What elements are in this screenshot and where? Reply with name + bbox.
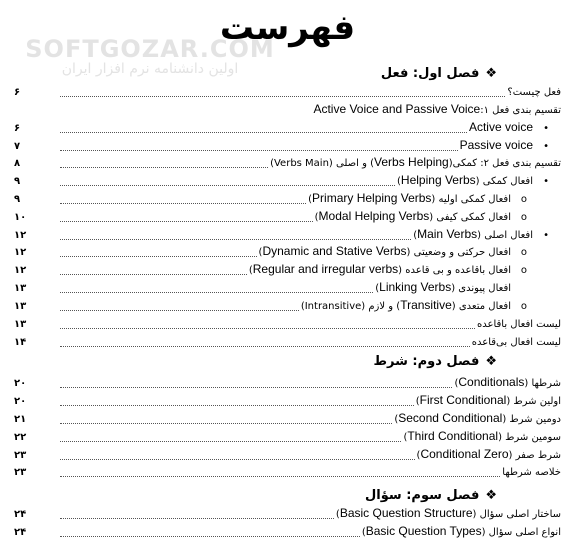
leader-dots [60, 423, 392, 424]
toc-entry-en: Primary Helping Verbs [312, 191, 432, 205]
leader-dots [60, 203, 306, 204]
page-number: ۲۴ [14, 527, 27, 538]
toc-entry-fa: شرط صفر ( [508, 450, 561, 461]
page-title: فهرست [219, 8, 356, 48]
toc-row[interactable] [14, 225, 549, 243]
toc-entry-fa-suffix: ) [403, 432, 408, 443]
toc-entry-fa: تقسیم بندی فعل ۲: کمکی( [448, 158, 561, 169]
leader-dots [60, 96, 505, 97]
toc-entry-en: Main Verbs [417, 227, 478, 241]
leader-dots [60, 274, 247, 275]
leader-dots [60, 310, 299, 311]
toc-entry-fa-suffix: ) [394, 414, 399, 425]
page-number: ۱۴ [14, 337, 27, 348]
leader-dots [60, 221, 313, 222]
page-number: ۶ [14, 87, 21, 98]
toc-row[interactable] [58, 100, 561, 118]
toc-entry-en: Transitive [400, 298, 452, 312]
toc-entry-label [313, 102, 561, 118]
toc-entry-fa: افعال کمکی کیفی ( [429, 212, 511, 223]
leader-dots [60, 292, 373, 293]
toc-entry-fa-suffix: ) [335, 509, 340, 520]
toc-entry-fa: انواع اصلی سؤال ( [481, 527, 561, 538]
toc-entry-en: Active voice [468, 120, 533, 134]
chapter-star-icon: ❖ [485, 66, 497, 81]
toc-entry-fa-suffix: ) [415, 396, 420, 407]
toc-entry-label [394, 411, 561, 427]
toc-entry-fa: افعال حرکتی و وضعیتی ( [406, 247, 511, 258]
toc-entry-label [315, 209, 511, 225]
leader-dots [60, 167, 268, 168]
page-number: ۱۲ [14, 265, 27, 276]
toc-entry-fa-suffix: ) [397, 176, 401, 187]
leader-dots [60, 239, 411, 240]
toc-row[interactable] [14, 391, 561, 409]
toc-entry-fa-suffix: ) [375, 283, 380, 294]
toc-entry-fa: لیست افعال بی‌قاعده [471, 337, 561, 348]
page-number: ۱۳ [14, 283, 27, 294]
toc-entry-en: Basic Question Structure [339, 506, 473, 520]
bullet-circle-icon: o [520, 247, 527, 258]
chapter-heading [374, 352, 497, 372]
toc-entry-label [308, 191, 511, 207]
toc-entry-label [416, 393, 561, 409]
toc-entry-en: Verbs Helping [374, 155, 449, 169]
toc-entry-label [477, 318, 561, 332]
leader-dots [60, 346, 470, 347]
leader-dots [60, 459, 415, 460]
page-number: ۲۰ [14, 396, 27, 407]
toc-row[interactable] [14, 207, 527, 225]
toc-entry-label [301, 298, 511, 314]
toc-entry-en: Regular and irregular verbs [252, 262, 399, 276]
leader-dots [60, 387, 452, 388]
leader-dots [60, 518, 334, 519]
toc-entry-fa: افعال کمکی ( [475, 176, 533, 187]
toc-entry-label [259, 244, 511, 260]
bullet-circle-icon: o [520, 194, 527, 205]
leader-dots [60, 476, 500, 477]
toc-row[interactable] [14, 260, 527, 278]
bullet-dot-icon: • [543, 141, 549, 152]
toc-entry-fa: خلاصه شرطها [502, 467, 561, 478]
toc-row[interactable] [14, 462, 561, 480]
toc-entry-fa-suffix: ) [258, 247, 263, 258]
toc-row[interactable] [14, 427, 561, 445]
page-number: ۹ [14, 194, 21, 205]
toc-entry-label [270, 155, 561, 171]
chapter-label: فصل سوم: سؤال [365, 488, 480, 503]
leader-dots [60, 132, 467, 133]
page-number: ۷ [14, 141, 21, 152]
page-number: ۱۳ [14, 301, 27, 312]
leader-dots [60, 441, 401, 442]
toc-entry-fa: شرطها ( [524, 378, 561, 389]
toc-entry-fa: افعال باقاعده و بی قاعده ( [398, 265, 511, 276]
toc-entry-en: Third Conditional [407, 429, 499, 443]
leader-dots [60, 256, 257, 257]
chapter-label: فصل دوم: شرط [373, 354, 480, 369]
toc-row[interactable] [14, 445, 561, 463]
toc-entry-label [502, 466, 561, 480]
toc-entry-label [413, 227, 533, 243]
leader-dots [60, 405, 414, 406]
chapter-heading [365, 486, 497, 506]
watermark-logo-text: SOFTGOZAR.COM [25, 35, 275, 63]
toc-entry-fa-suffix: ) [413, 230, 418, 241]
toc-entry-fa: لیست افعال باقاعده [477, 319, 561, 330]
toc-entry-label [397, 173, 533, 189]
toc-entry-en: First Conditional [419, 393, 507, 407]
toc-row[interactable] [14, 504, 561, 522]
bullet-circle-icon: o [520, 212, 527, 223]
toc-row[interactable] [14, 332, 561, 350]
toc-entry-label [472, 336, 561, 350]
page-number: ۱۰ [14, 212, 27, 223]
toc-entry-fa: افعال متعدی ( [451, 301, 511, 312]
toc-row[interactable] [14, 82, 561, 100]
bullet-circle-icon: o [520, 265, 527, 276]
toc-entry-fa: تقسیم بندی فعل ۱: [480, 105, 561, 116]
toc-entry-fa-suffix: ) [454, 378, 459, 389]
page-number: ۱۳ [14, 319, 27, 330]
page-number: ۲۴ [14, 509, 27, 520]
toc-row[interactable] [14, 153, 561, 171]
toc-entry-fa: دومین شرط ( [502, 414, 561, 425]
toc-row[interactable] [14, 278, 511, 296]
toc-entry-fa-suffix: ) و اصلی (Verbs Main) [270, 158, 375, 169]
toc-entry-en: Modal Helping Verbs [318, 209, 430, 223]
page-number: ۲۳ [14, 450, 27, 461]
toc-entry-label [403, 429, 561, 445]
toc-entry-fa: افعال اصلی ( [477, 230, 533, 241]
toc-entry-en: Helping Verbs [400, 173, 476, 187]
chapter-star-icon: ❖ [485, 488, 497, 503]
toc-entry-fa-suffix: ) و لازم (Intransitive) [300, 301, 401, 312]
leader-dots [60, 185, 395, 186]
watermark-tagline: اولین دانشنامه نرم افزار ایران [61, 61, 239, 78]
toc-row[interactable] [14, 314, 561, 332]
page-number: ۱۲ [14, 247, 27, 258]
chapter-star-icon: ❖ [485, 354, 497, 369]
chapter-label: فصل اول: فعل [380, 66, 480, 81]
page-number: ۲۳ [14, 467, 27, 478]
toc-entry-fa-suffix: ) [248, 265, 253, 276]
page-number: ۲۲ [14, 432, 27, 443]
toc-entry-en: Conditional Zero [420, 447, 509, 461]
toc-entry-en: Linking Verbs [379, 280, 452, 294]
bullet-circle-icon: o [520, 301, 527, 312]
toc-row[interactable] [14, 296, 527, 314]
chapter-heading [381, 64, 497, 84]
bullet-dot-icon: • [543, 123, 549, 134]
toc-entry-label [375, 280, 511, 296]
toc-row[interactable] [14, 373, 561, 391]
toc-entry-fa-suffix: ) [361, 527, 366, 538]
toc-row[interactable] [14, 171, 549, 189]
toc-row[interactable] [14, 189, 527, 207]
toc-entry-en: Conditionals [458, 375, 525, 389]
toc-entry-fa: ساختار اصلی سؤال ( [472, 509, 561, 520]
toc-entry-fa: افعال پیوندی ( [451, 283, 511, 294]
toc-entry-label [469, 120, 533, 136]
page-number: ۲۱ [14, 414, 27, 425]
toc-entry-en: Second Conditional [398, 411, 503, 425]
bullet-dot-icon: • [543, 176, 549, 187]
toc-entry-label [507, 86, 561, 100]
page-number: ۸ [14, 158, 21, 169]
leader-dots [60, 328, 475, 329]
page-number: ۲۰ [14, 378, 27, 389]
toc-entry-fa-suffix: ) [314, 212, 319, 223]
toc-entry-label [460, 138, 533, 154]
toc-row[interactable] [14, 409, 561, 427]
toc-entry-fa: اولین شرط ( [506, 396, 561, 407]
toc-row[interactable] [14, 136, 549, 154]
toc-entry-fa: افعال کمکی اولیه ( [431, 194, 511, 205]
toc-entry-en: Active Voice and Passive Voice [313, 102, 481, 116]
toc-entry-label [249, 262, 511, 278]
toc-row[interactable] [14, 118, 549, 136]
bullet-dot-icon: • [543, 230, 549, 241]
leader-dots [60, 536, 360, 537]
toc-entry-fa-suffix: ) [416, 450, 421, 461]
toc-row[interactable] [14, 242, 527, 260]
toc-entry-label [362, 524, 561, 540]
page-number: ۶ [14, 123, 21, 134]
leader-dots [60, 150, 458, 151]
toc-entry-en: Basic Question Types [365, 524, 482, 538]
toc-entry-label [336, 506, 561, 522]
page-number: ۹ [14, 176, 21, 187]
toc-entry-en: Passive voice [459, 138, 533, 152]
toc-entry-label [454, 375, 561, 391]
toc-entry-en: Dynamic and Stative Verbs [262, 244, 407, 258]
toc-row[interactable] [14, 522, 561, 540]
toc-entry-label [417, 447, 561, 463]
toc-entry-fa-suffix: ) [308, 194, 313, 205]
toc-entry-fa: سومین شرط ( [498, 432, 561, 443]
page-number: ۱۲ [14, 230, 27, 241]
toc-entry-fa: فعل چیست؟ [507, 87, 561, 98]
